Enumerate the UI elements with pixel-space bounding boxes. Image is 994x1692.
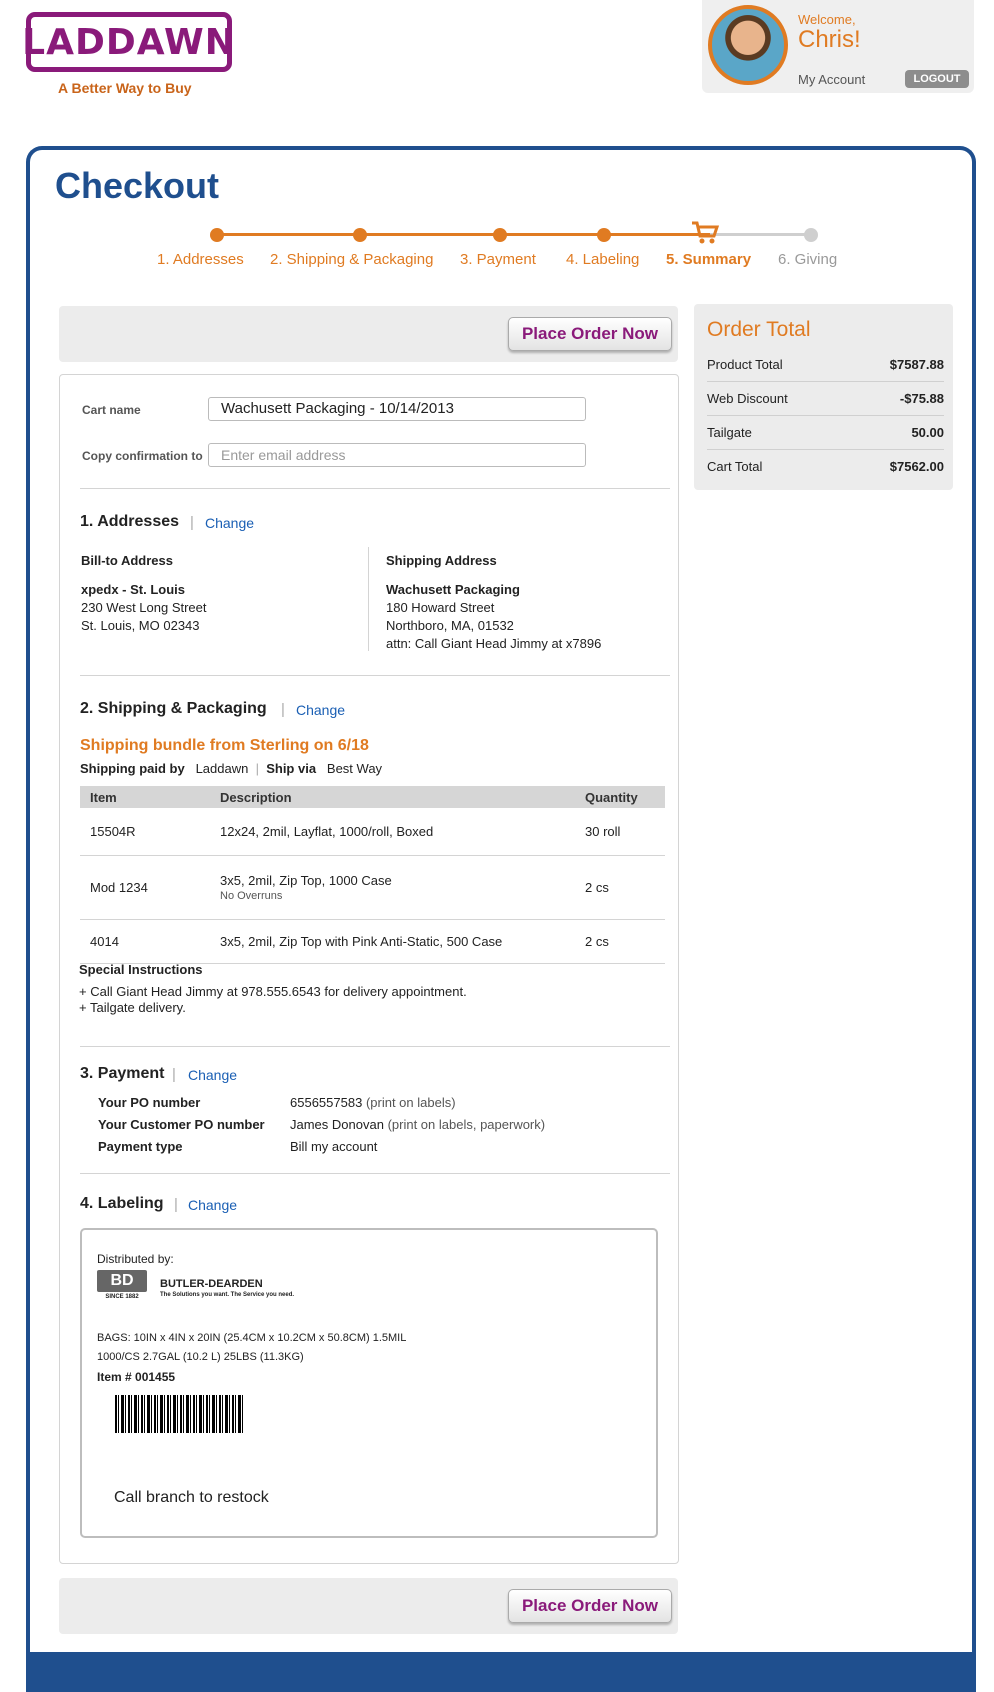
step-dot-giving [804,228,818,242]
brand-since: SINCE 1882 [105,1294,139,1300]
total-value: $7587.88 [889,357,944,372]
user-avatar [708,5,788,85]
divider [80,675,670,676]
customer-po-value: James Donovan [290,1117,384,1132]
copy-email-input[interactable]: Enter email address [208,443,586,467]
item-code: Mod 1234 [80,855,210,919]
special-instructions-title: Special Instructions [79,962,203,977]
total-value: $7562.00 [889,459,944,474]
paid-by-value: Laddawn [195,761,249,776]
bill-to-line1: 230 West Long Street [81,600,207,615]
divider [80,1046,670,1047]
table-row [80,855,665,919]
table-row [80,808,665,855]
total-row-tailgate [707,425,944,440]
col-quantity: Quantity [575,786,665,808]
special-instruction-1: + Call Giant Head Jimmy at 978.555.6543 for delivery appointment. [79,984,467,999]
divider [80,488,670,489]
change-labeling-link[interactable]: Change [188,1197,238,1213]
ship-to-heading: Shipping Address [386,553,497,568]
logout-button[interactable]: LOGOUT [905,70,969,88]
ship-to-line1: 180 Howard Street [386,600,495,615]
page-title: Checkout [55,165,220,206]
address-divider [368,547,369,651]
item-description: 12x24, 2mil, Layflat, 1000/roll, Boxed [210,808,575,855]
distributed-by-text: Distributed by: [97,1252,174,1266]
restock-note: Call branch to restock [114,1489,269,1506]
place-order-button-bottom[interactable]: Place Order Now [508,1589,672,1623]
copy-confirmation-label: Copy confirmation to [82,449,203,463]
label-spec-line2: 1000/CS 2.7GAL (10.2 L) 25LBS (11.3KG) [97,1351,304,1363]
step-dot-payment [493,228,507,242]
labeling-title: 4. Labeling [80,1195,164,1212]
barcode [115,1395,245,1433]
separator: | [174,1196,178,1213]
cart-icon [690,220,720,246]
step-payment[interactable]: 3. Payment [460,251,536,268]
step-dot-addresses [210,228,224,242]
customer-po-label: Your Customer PO number [98,1117,265,1132]
divider [707,381,944,382]
divider [707,415,944,416]
place-order-button-top[interactable]: Place Order Now [508,317,672,351]
total-label: Tailgate [707,425,752,440]
item-description: 3x5, 2mil, Zip Top with Pink Anti-Static, 500 Case [210,919,575,963]
addresses-title: 1. Addresses [80,513,180,530]
bill-to-name: xpedx - St. Louis [81,582,186,597]
logo-text: LADDAWN [22,21,236,63]
change-shipping-link[interactable]: Change [296,702,346,718]
step-shipping[interactable]: 2. Shipping & Packaging [270,251,434,268]
payment-type-label: Payment type [98,1139,183,1154]
step-dot-labeling [597,228,611,242]
total-row-discount [707,391,944,406]
shipping-bundle-title: Shipping bundle from Sterling on 6/18 [80,737,369,754]
total-row-product [707,357,944,372]
separator: | [172,1066,176,1083]
step-labeling[interactable]: 4. Labeling [566,251,640,268]
special-instruction-2: + Tailgate delivery. [79,1000,186,1015]
item-note: No Overruns [220,889,283,902]
po-number-label: Your PO number [98,1095,201,1110]
total-value: -$75.88 [899,391,944,406]
col-item: Item [80,786,210,808]
change-addresses-link[interactable]: Change [205,515,255,531]
total-label: Product Total [707,357,783,372]
laddawn-logo[interactable] [22,12,236,72]
item-code: 15504R [80,808,210,855]
ship-via-label: Ship via [266,761,317,776]
payment-type-value: Bill my account [290,1139,378,1154]
bill-to-heading: Bill-to Address [81,553,173,568]
bill-to-line2: St. Louis, MO 02343 [81,618,200,633]
progress-line-pending [710,233,815,236]
step-addresses[interactable]: 1. Addresses [157,251,244,268]
item-quantity: 2 cs [575,919,665,963]
ship-to-name: Wachusett Packaging [386,582,520,597]
total-label: Cart Total [707,459,763,474]
brand-name: BUTLER-DEARDEN [160,1278,263,1290]
step-dot-shipping [353,228,367,242]
brand-tagline: The Solutions you want. The Service you need. [160,1292,295,1298]
order-total-title: Order Total [707,318,811,341]
footer-bar [26,1652,976,1692]
item-quantity: 30 roll [575,808,665,855]
item-code: 4014 [80,919,210,963]
ship-via-value: Best Way [326,761,383,776]
po-number-field [290,1095,456,1110]
items-table [80,786,665,964]
total-row-cart [707,459,944,474]
customer-po-note: (print on labels, paperwork) [387,1117,546,1132]
ship-to-line3: attn: Call Giant Head Jimmy at x7896 [386,636,602,651]
col-description: Description [210,786,575,808]
step-summary: 5. Summary [666,251,752,268]
separator: | [251,761,263,776]
total-label: Web Discount [707,391,788,406]
table-row [80,919,665,963]
my-account-link[interactable]: My Account [798,72,866,87]
customer-po-field [290,1117,545,1132]
item-description-cell [210,855,575,919]
ship-to-line2: Northboro, MA, 01532 [386,618,514,633]
tagline: A Better Way to Buy [58,80,192,96]
shipping-meta [80,761,382,776]
label-item-number: Item # 001455 [97,1370,176,1384]
po-number-value: 6556557583 [290,1095,363,1110]
cart-name-input[interactable]: Wachusett Packaging - 10/14/2013 [208,397,586,421]
item-description: 3x5, 2mil, Zip Top, 1000 Case [220,872,392,888]
label-spec-line1: BAGS: 10IN x 4IN x 20IN (25.4CM x 10.2CM x 50.8CM) 1.5MIL [97,1332,407,1344]
user-name: Chris! [798,26,861,53]
change-payment-link[interactable]: Change [188,1067,238,1083]
separator: | [190,514,194,531]
cart-name-label: Cart name [82,403,141,417]
butler-dearden-logo [97,1270,147,1302]
divider [80,1173,670,1174]
step-giving: 6. Giving [778,251,838,268]
separator: | [281,701,285,718]
shipping-title: 2. Shipping & Packaging [80,700,267,717]
item-quantity: 2 cs [575,855,665,919]
payment-title: 3. Payment [80,1065,165,1082]
po-number-note: (print on labels) [365,1095,456,1110]
total-value: 50.00 [911,425,944,440]
brand-mark: BD [97,1270,147,1292]
divider [707,449,944,450]
welcome-text: Welcome, [798,12,856,27]
paid-by-label: Shipping paid by [80,761,185,776]
